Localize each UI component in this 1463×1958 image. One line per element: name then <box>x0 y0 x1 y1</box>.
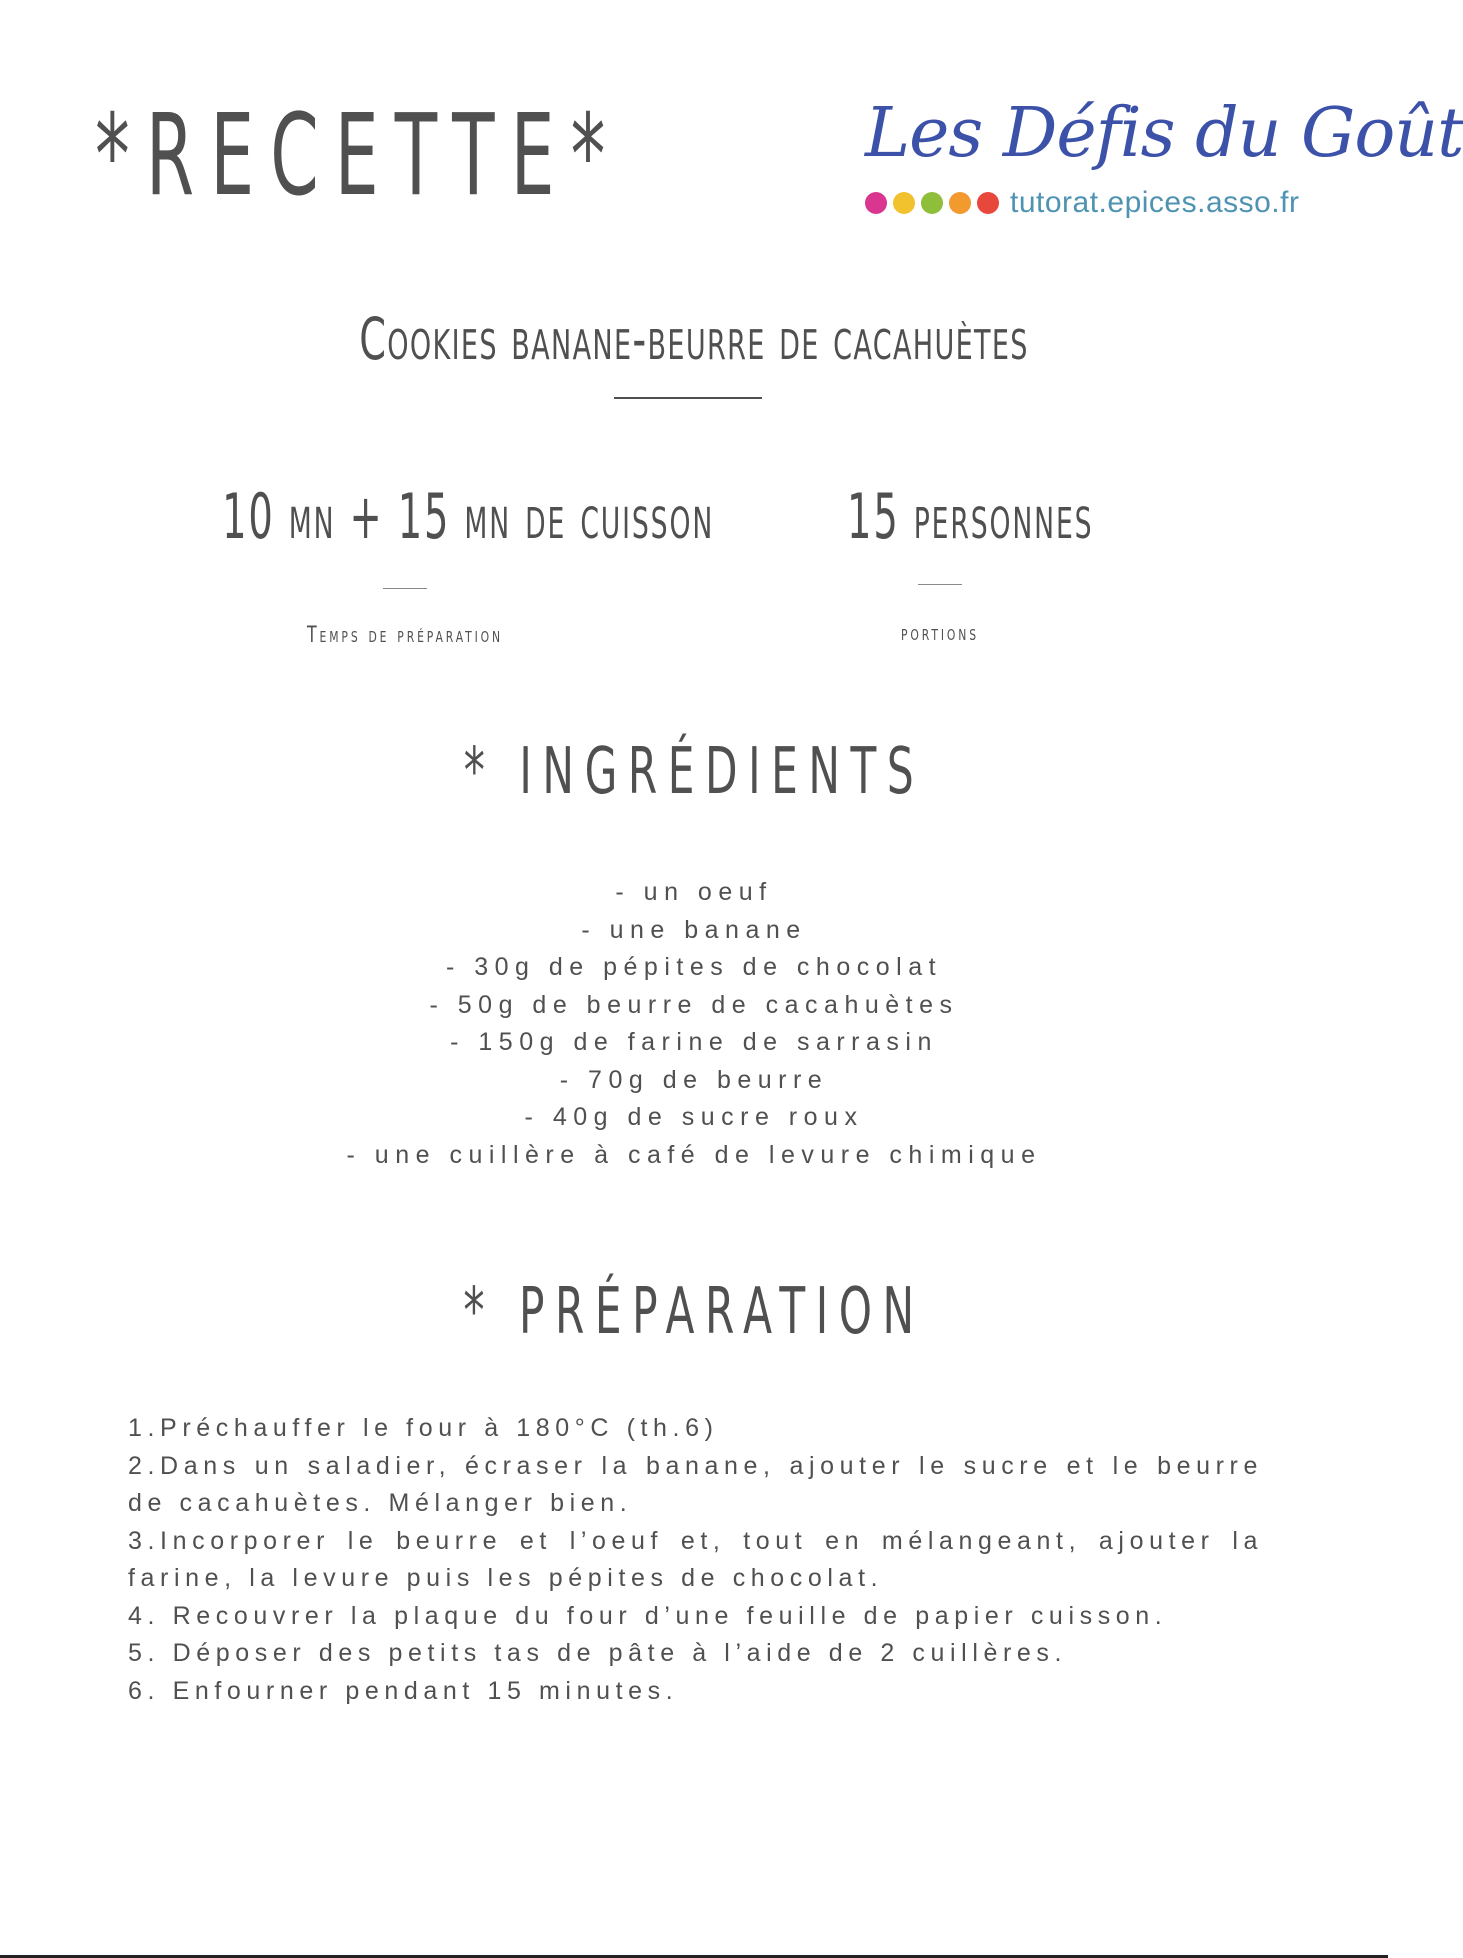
logo-dot-pink-icon <box>865 192 887 214</box>
ingredient-item: - 150g de farine de sarrasin <box>450 1028 938 1056</box>
logo-url: tutorat.epices.asso.fr <box>1010 186 1300 219</box>
preparation-step: 3.Incorporer le beurre et l’oeuf et, tout en mélangeant, ajouter la farine, la levure puis les pépites de chocolat. <box>128 1526 1263 1592</box>
logo-name: Les Défis du Goût <box>865 94 1463 173</box>
ingredient-item: - un oeuf <box>615 878 773 906</box>
preparation-step: 1.Préchauffer le four à 180°C (th.6) <box>128 1414 719 1442</box>
preparation-step: 4. Recouvrer la plaque du four d’une feuille de papier cuisson. <box>128 1601 1168 1630</box>
ingredient-item: - une banane <box>581 915 807 944</box>
preparation-step: 6. Enfourner pendant 15 minutes. <box>128 1676 679 1705</box>
ingredient-item: - 40g de sucre roux <box>524 1103 864 1131</box>
prep-time-block <box>110 480 715 648</box>
portions-label: portions <box>900 621 979 646</box>
logo-dot-orange-icon <box>949 192 971 214</box>
ingredient-item: - 30g de pépites de chocolat <box>445 953 943 981</box>
preparation-heading: * PRÉPARATION <box>463 1275 925 1349</box>
preparation-step: 5. Déposer des petits tas de pâte à l’aide de 2 cuillères. <box>128 1639 1068 1667</box>
portions-value: 15 personnes <box>847 480 1094 553</box>
ingredients-list <box>0 874 1388 1174</box>
logo-dot-green-icon <box>921 192 943 214</box>
preparation-steps-list <box>128 1410 1263 1710</box>
logo-dots <box>865 192 999 214</box>
prep-time-label: Temps de préparation <box>306 623 504 648</box>
prep-time-value: 10 mn + 15 mn de cuisson <box>222 480 715 553</box>
ingredient-item: - une cuillère à café de levure chimique <box>346 1140 1042 1169</box>
page-header-title: *RECETTE* <box>95 91 622 221</box>
logo-dot-red-icon <box>977 192 999 214</box>
title-divider <box>614 397 762 399</box>
recipe-title: Cookies banane-beurre de cacahuètes <box>359 305 1029 373</box>
ingredient-item: - 70g de beurre <box>559 1065 829 1094</box>
ingredients-heading: * INGRÉDIENTS <box>463 735 925 809</box>
portions-divider <box>918 584 962 585</box>
les-defis-du-gout-logo <box>865 94 1463 230</box>
ingredient-item: - 50g de beurre de cacahuètes <box>429 990 959 1019</box>
preparation-step: 2.Dans un saladier, écraser la banane, ajouter le sucre et le beurre de cacahuètes. Mélanger bien. <box>128 1451 1263 1517</box>
prep-time-divider <box>383 588 427 589</box>
logo-dot-yellow-icon <box>893 192 915 214</box>
portions-block <box>790 480 1094 646</box>
